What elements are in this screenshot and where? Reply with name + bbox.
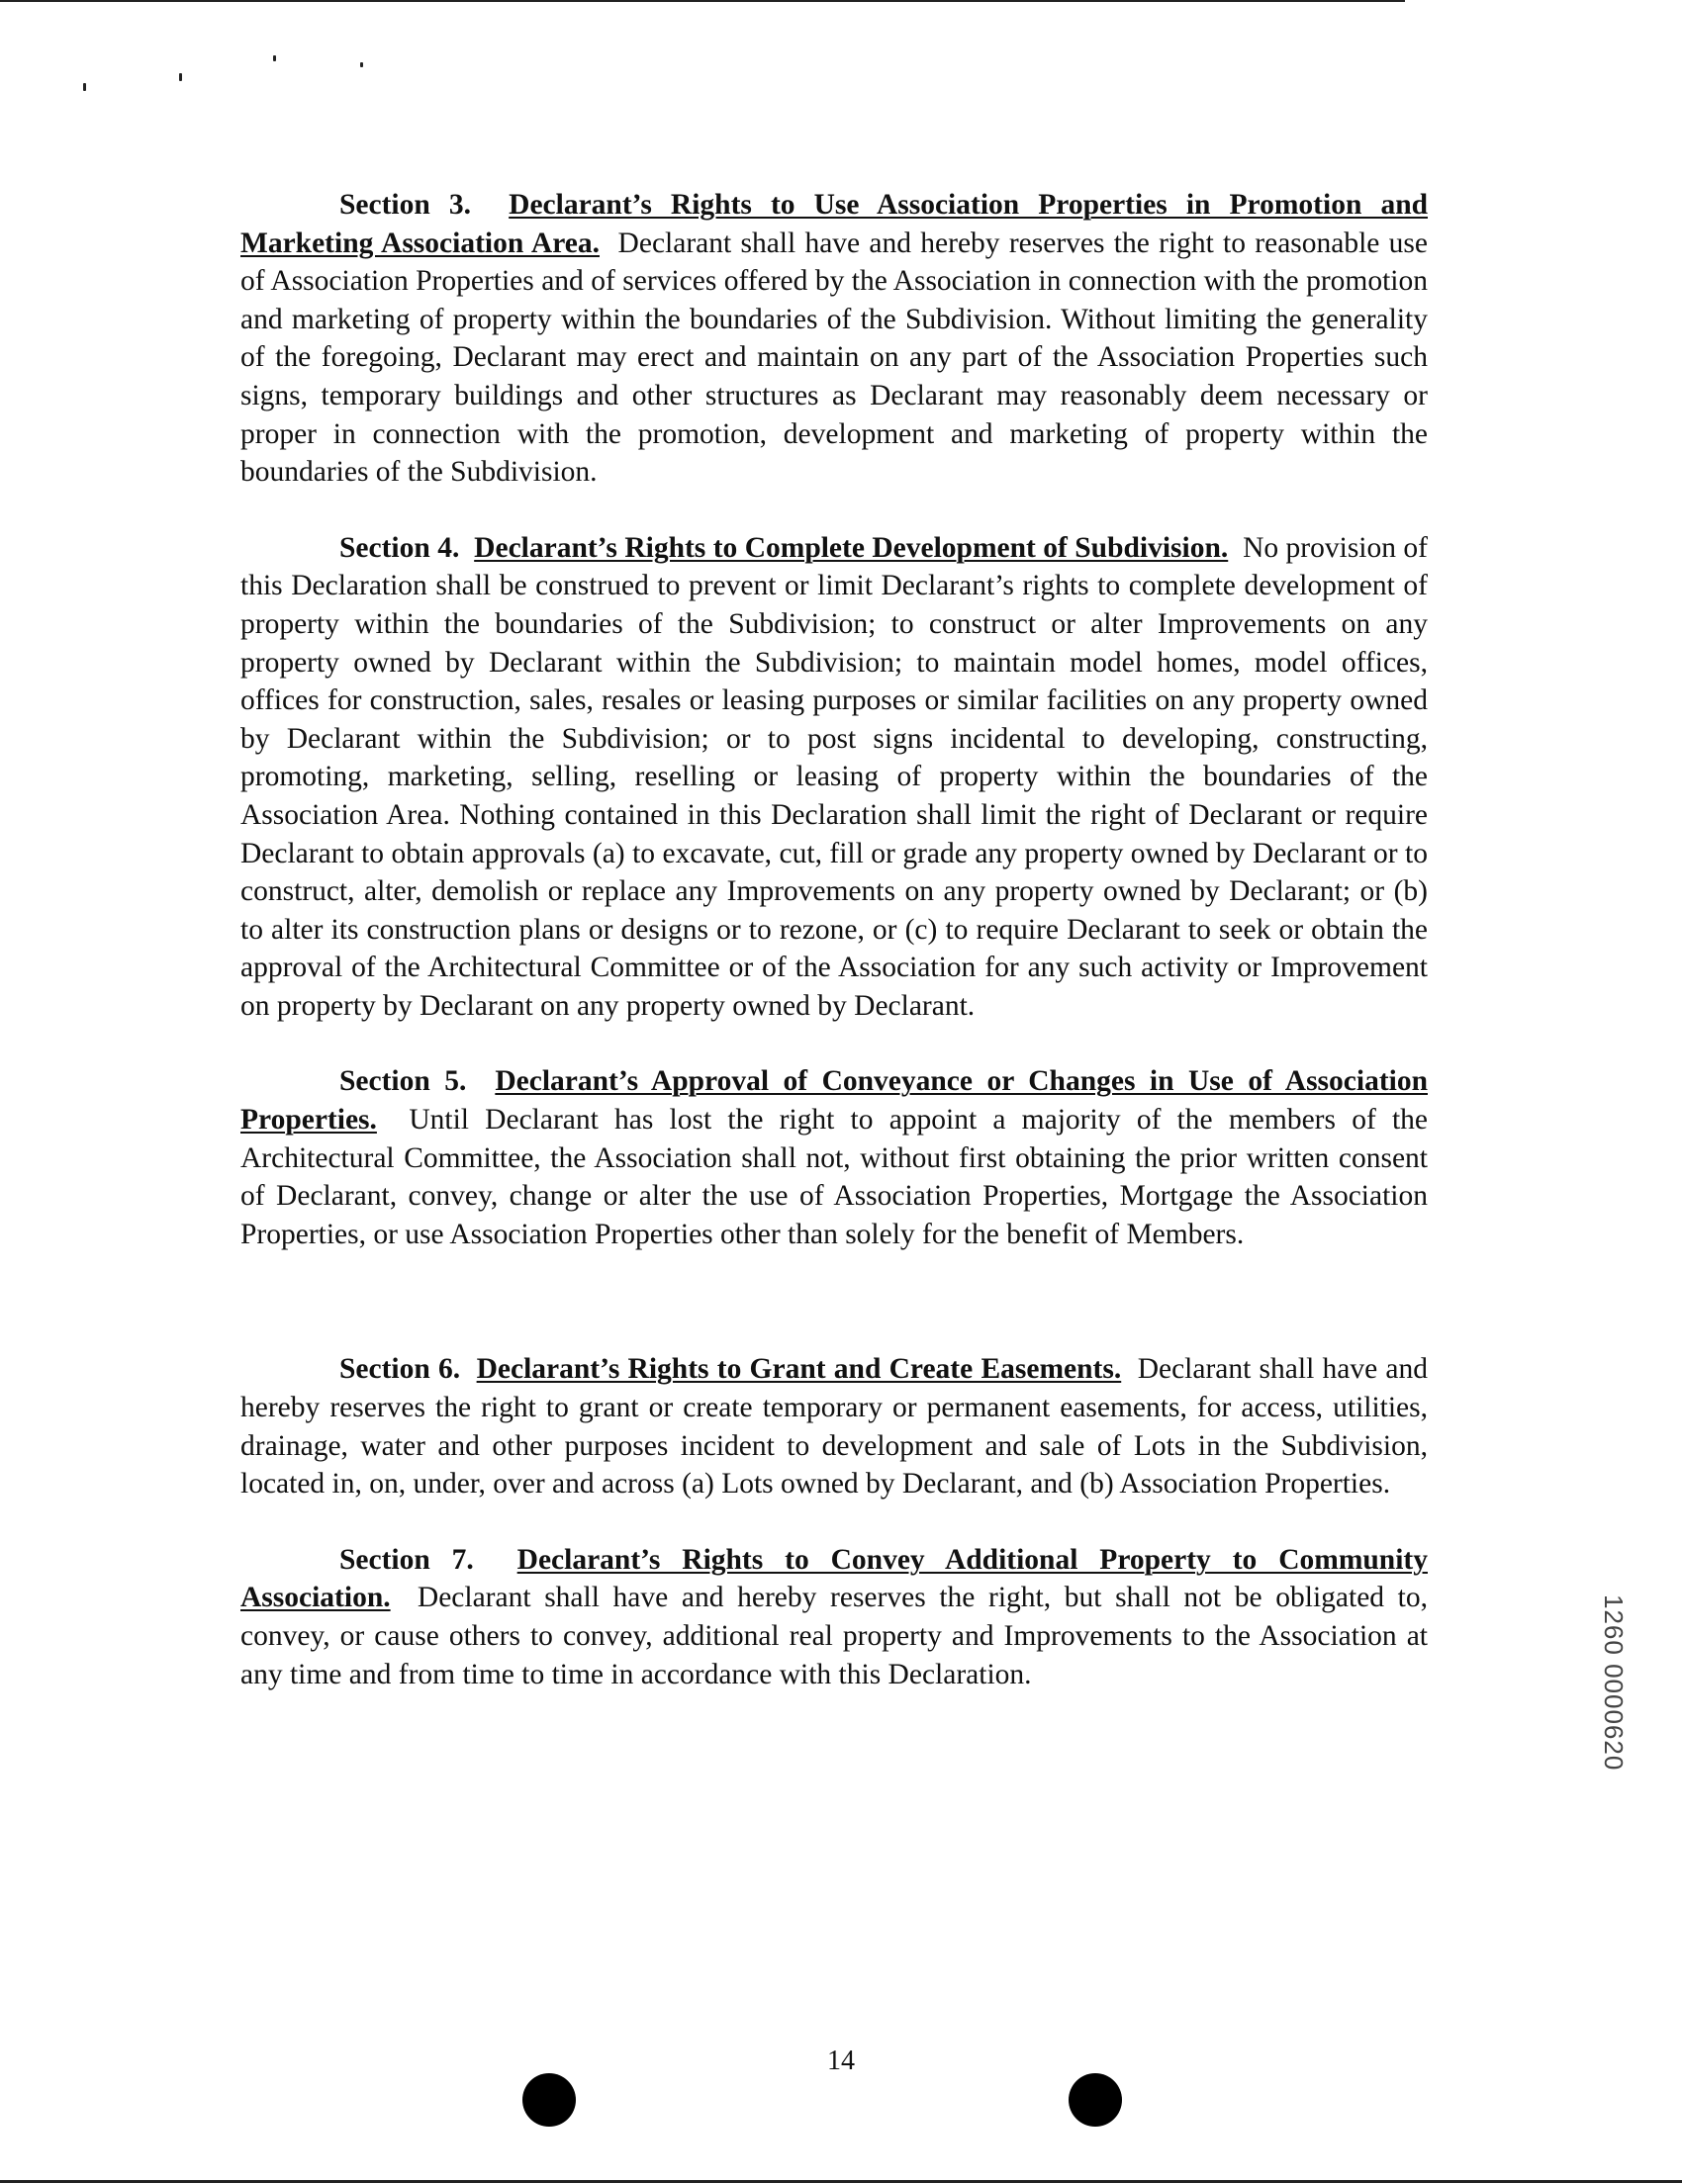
section-title: Declarant’s Rights to Use Association Properties in Promotion and Marketing Association Area. bbox=[240, 189, 1429, 259]
section-5 bbox=[240, 1062, 1428, 1253]
document-body bbox=[240, 186, 1428, 1693]
punch-hole bbox=[1069, 2073, 1122, 2127]
section-title: Declarant’s Rights to Convey Additional Property to Community Association. bbox=[240, 1543, 1428, 1614]
section-body: Declarant shall have and hereby reserves the right, but shall not be obligated to, convey, or cause others to convey, additional real property and Improvements to the Association at any time and from time to time in accordance with this Declaration. bbox=[240, 1582, 1429, 1690]
scan-speck bbox=[179, 73, 182, 81]
section-3 bbox=[240, 186, 1428, 492]
scan-speck bbox=[273, 55, 276, 61]
section-6 bbox=[240, 1350, 1428, 1502]
section-body: No provision of this Declaration shall be construed to prevent or limit Declarant’s rights to complete development of property within the boundaries of the Subdivision; to construct or alter Improvements on any property owned by Declarant within the Subdivision; to maintain model homes, model offices, offices for construction, sales, resales or leasing purposes or similar facilities on any property owned by Declarant within the Subdivision; or to post signs incidental to developing, constructing, promoting, marketing, selling, reselling or leasing of property within the boundaries of the Association Area. Nothing contained in this Declaration shall limit the right of Declarant or require Declarant to obtain approvals (a) to excavate, cut, fill or grade any property owned by Declarant or to construct, alter, demolish or replace any Improvements on any property owned by Declarant; or (b) to alter its construction plans or designs or to rezone, or (c) to require Declarant to seek or obtain the approval of the Architectural Committee or of the Association for any such activity or Improvement on property by Declarant on any property owned by Declarant. bbox=[240, 531, 1428, 1022]
margin-stamp: 1260 0000620 bbox=[1599, 1594, 1629, 1772]
section-body: Until Declarant has lost the right to appoint a majority of the members of the Architectural Committee, the Association shall not, without first obtaining the prior written consent of Declarant, convey, change or alter the use of Association Properties, Mortgage the Association Properties, or use Association Properties other than solely for the benefit of Members. bbox=[240, 1104, 1429, 1250]
section-title: Declarant’s Approval of Conveyance or Changes in Use of Association Properties. bbox=[240, 1065, 1428, 1137]
section-title: Declarant’s Rights to Complete Development of Subdivision. bbox=[474, 531, 1229, 564]
section-title: Declarant’s Rights to Grant and Create Easements. bbox=[476, 1353, 1122, 1386]
section-body: Declarant shall have and hereby reserves the right to grant or create temporary or permanent easements, for access, utilities, drainage, water and other purposes incident to development and sale of Lots in the Subdivision, located in, on, under, over and across (a) Lots owned by Declarant, and (b) Association Properties. bbox=[240, 1353, 1429, 1501]
bottom-edge-rule bbox=[0, 2180, 1682, 2183]
section-body: Declarant shall have and hereby reserves the right to reasonable use of Association Properties and of services offered by the Association in connection with the promotion and marketing of property within the boundaries of the Subdivision. Without limiting the generality of the foregoing, Declarant may erect and maintain on any part of the Association Properties such signs, temporary buildings and other structures as Declarant may reasonably deem necessary or proper in connection with the promotion, development and marketing of property within the boundaries of the Subdivision. bbox=[240, 227, 1429, 489]
section-number: Section 5. bbox=[339, 1065, 467, 1098]
punch-hole bbox=[522, 2073, 576, 2127]
section-number: Section 4. bbox=[339, 531, 460, 564]
top-edge-rule bbox=[0, 0, 1405, 2]
section-4 bbox=[240, 529, 1428, 1026]
scan-speck bbox=[83, 83, 86, 91]
scan-speck bbox=[360, 62, 363, 67]
section-7 bbox=[240, 1541, 1428, 1693]
page-number: 14 bbox=[827, 2046, 855, 2076]
section-number: Section 6. bbox=[339, 1353, 461, 1386]
section-number: Section 7. bbox=[339, 1543, 474, 1576]
section-number: Section 3. bbox=[339, 189, 471, 221]
